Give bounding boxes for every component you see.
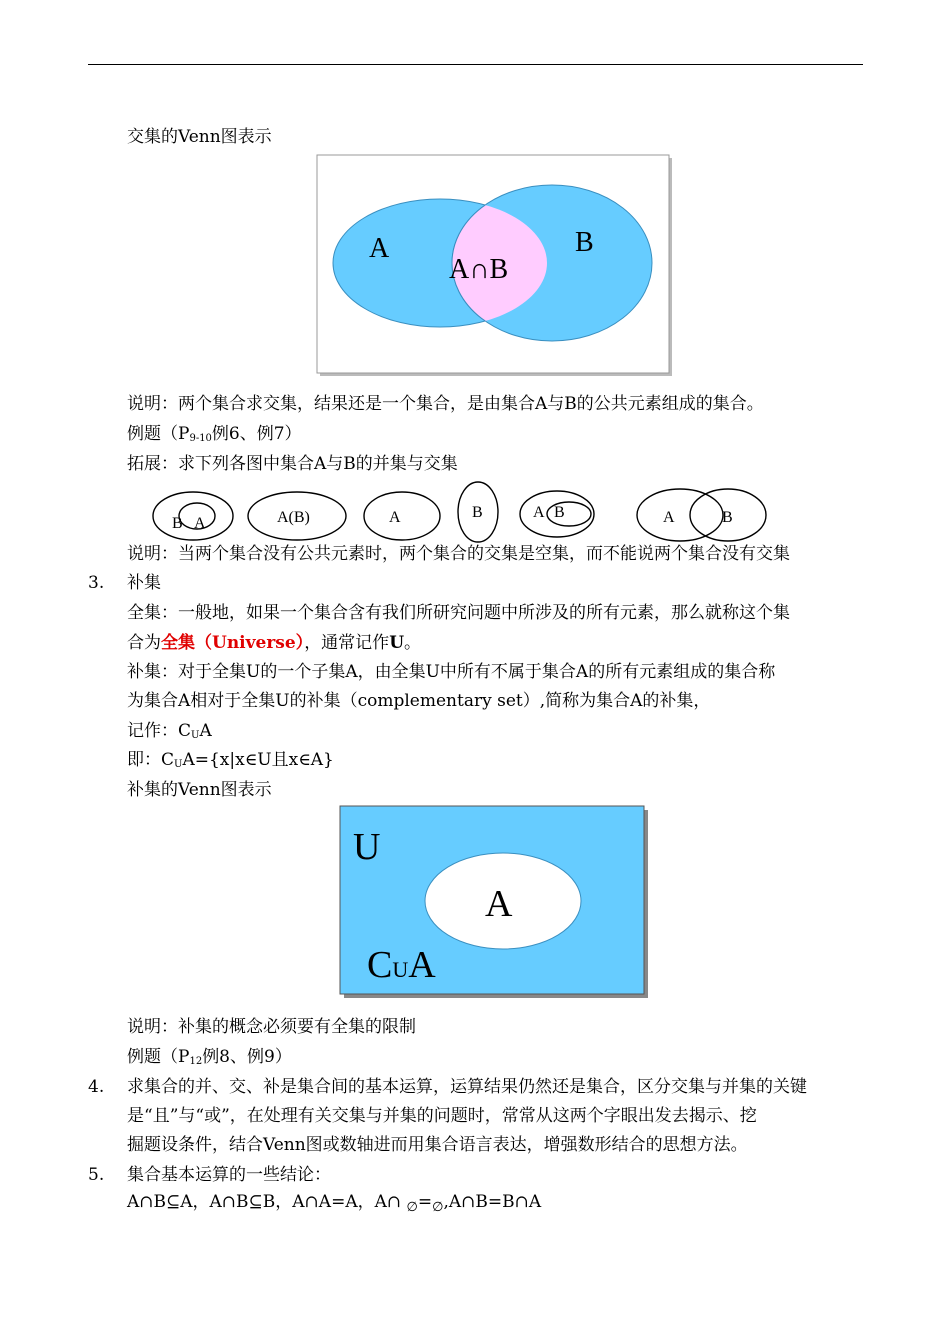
example-2-suffix: 例8、例9）	[202, 1047, 292, 1067]
d4-label-a: A	[533, 504, 545, 521]
complement-venn-diagram	[339, 805, 651, 1001]
set-builder-sub: U	[174, 759, 183, 770]
set-builder	[127, 749, 334, 776]
d4-label-b: B	[554, 504, 565, 521]
formula-part1: A∩B⊆A，A∩B⊆B，A∩A=A，A∩	[127, 1192, 402, 1212]
empty-set-symbol: ∅	[432, 1200, 444, 1215]
universe-def-line2	[127, 632, 421, 654]
complement-def-line1: 补集：对于全集U的一个子集A，由全集U中所有不属于集合A的所有元素组成的集合称	[127, 662, 776, 682]
intersection-note: 说明：两个集合求交集，结果还是一个集合，是由集合A与B的公共元素组成的集合。	[127, 394, 764, 414]
formula-equals: =	[417, 1192, 433, 1212]
extension-text: 拓展：求下列各图中集合A与B的并集与交集	[127, 454, 458, 474]
label-b: B	[575, 227, 594, 258]
section-3-number: 3.	[88, 573, 105, 593]
notation-suffix: A	[199, 721, 212, 741]
set-builder-prefix: 即：C	[127, 750, 175, 770]
section-4-number: 4.	[88, 1077, 105, 1097]
label-intersection: A∩B	[449, 254, 509, 285]
example-1-suffix: 例6、例7）	[211, 424, 302, 444]
label-u: U	[353, 826, 381, 868]
formula-part2: ,A∩B=B∩A	[443, 1192, 542, 1212]
example-1	[127, 423, 302, 450]
d3-a	[364, 492, 440, 540]
section-5-number: 5.	[88, 1165, 105, 1185]
section-3-title: 补集	[127, 573, 161, 593]
complement-note: 说明：补集的概念必须要有全集的限制	[127, 1017, 416, 1037]
d5-label-a: A	[663, 509, 675, 526]
d5-a	[637, 489, 723, 541]
example-1-page: 9-10	[189, 433, 212, 444]
notation	[127, 720, 212, 747]
example-2-prefix: 例题（P	[127, 1047, 190, 1067]
section-4-line2: 是“且”与“或”，在处理有关交集与并集的问题时，常常从这两个字眼出发去揭示、挖	[127, 1106, 757, 1126]
universe-symbol: U	[389, 633, 405, 653]
section-4-line3: 掘题设条件，结合Venn图或数轴进而用集合语言表达，增强数形结合的思想方法。	[127, 1135, 748, 1155]
section-5-formula	[127, 1191, 541, 1219]
label-a: A	[369, 233, 390, 264]
section-4-line1: 求集合的并、交、补是集合间的基本运算，运算结果仍然还是集合，区分交集与并集的关键	[127, 1077, 807, 1097]
d3-label-b: B	[472, 504, 483, 521]
section-5-title: 集合基本运算的一些结论：	[127, 1165, 331, 1185]
universe-def-end: 。	[404, 633, 422, 653]
set-builder-suffix: A={x|x∈U且x∈A}	[182, 750, 334, 770]
intersection-venn-caption: 交集的Venn图表示	[127, 127, 272, 147]
complement-venn-caption: 补集的Venn图表示	[127, 780, 272, 800]
notation-prefix: 记作：C	[127, 721, 192, 741]
example-2-page: 12	[189, 1056, 203, 1067]
d5-label-b: B	[722, 509, 733, 526]
empty-set-note: 说明：当两个集合没有公共元素时，两个集合的交集是空集，而不能说两个集合没有交集	[127, 544, 790, 564]
d1-outer	[153, 492, 233, 540]
d1-label-a: A	[194, 515, 206, 532]
small-venn-diagrams	[145, 480, 775, 546]
intersection-venn-diagram	[315, 153, 675, 379]
universe-term: 全集（Universe）	[161, 633, 305, 653]
universe-def-prefix: 合为	[127, 633, 161, 653]
example-2	[127, 1046, 292, 1073]
label-a: A	[485, 883, 513, 925]
header-rule	[88, 64, 863, 65]
complement-def-line2: 为集合A相对于全集U的补集（complementary set）,简称为集合A的补集，	[127, 691, 711, 711]
d2-label: A(B)	[277, 509, 310, 526]
example-1-prefix: 例题（P	[127, 424, 190, 444]
universe-def-mid: ，通常记作	[304, 633, 390, 653]
empty-set-symbol: ∅	[406, 1200, 418, 1215]
label-complement: CUA	[367, 944, 436, 986]
notation-sub: U	[191, 730, 200, 741]
d3-label-a: A	[389, 509, 401, 526]
universe-def-line1: 全集：一般地，如果一个集合含有我们所研究问题中所涉及的所有元素，那么就称这个集	[127, 603, 790, 623]
d1-label-b: B	[172, 515, 183, 532]
